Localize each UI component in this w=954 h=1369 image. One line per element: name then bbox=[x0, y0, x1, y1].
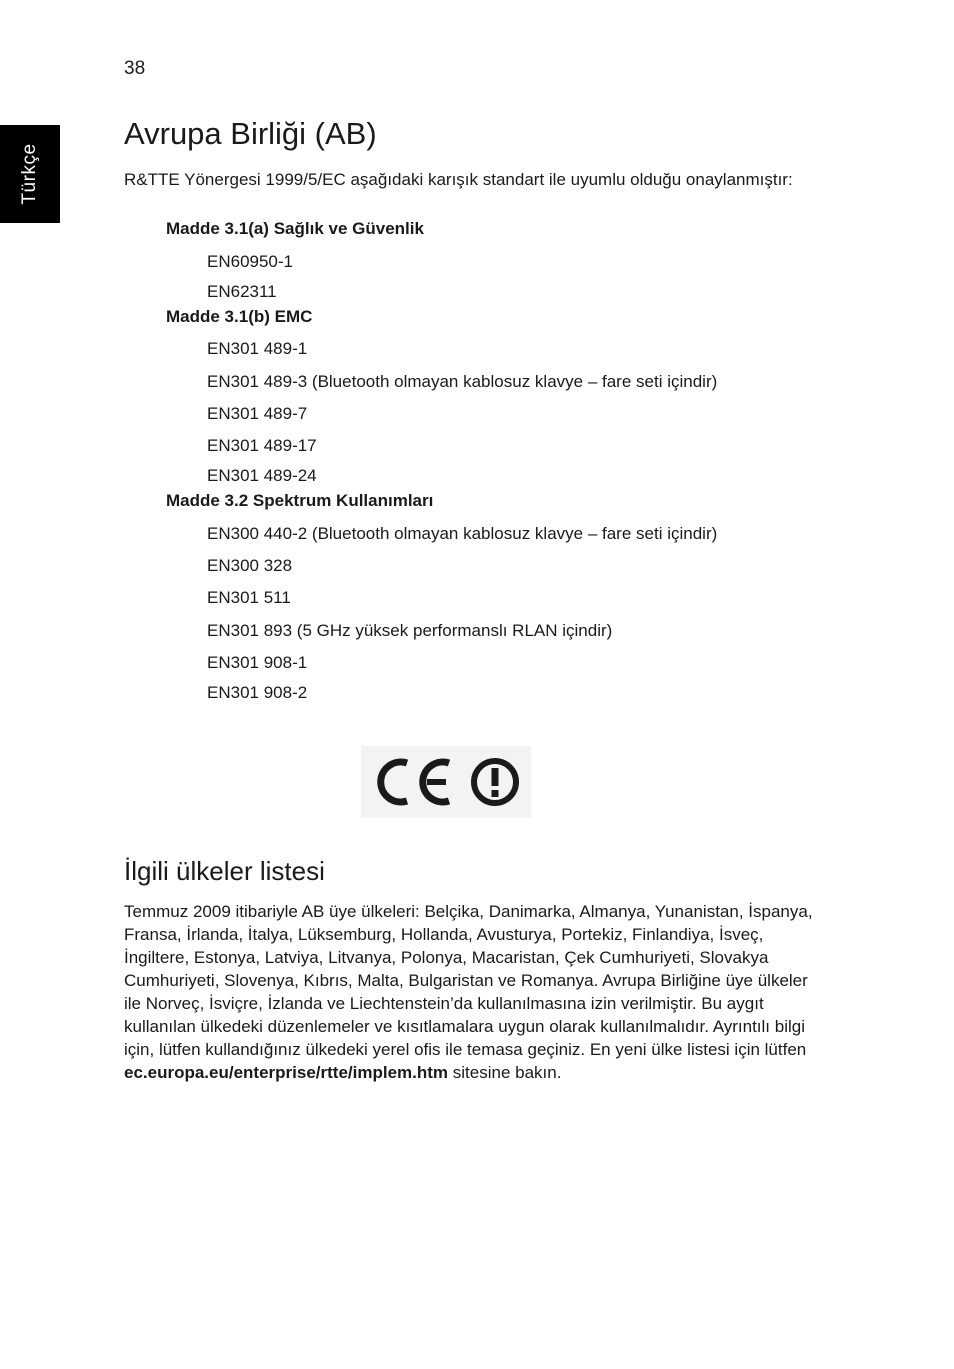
language-tab bbox=[0, 125, 60, 223]
clause-heading: Madde 3.1(a) Sağlık ve Güvenlik bbox=[166, 219, 424, 238]
countries-title: İlgili ülkeler listesi bbox=[124, 856, 325, 886]
standard-item: EN301 893 (5 GHz yüksek performanslı RLAN içindir) bbox=[207, 621, 613, 640]
standard-item: EN300 440-2 (Bluetooth olmayan kablosuz klavye – fare seti içindir) bbox=[207, 524, 718, 543]
standard-item: EN60950-1 bbox=[207, 252, 294, 271]
page-number: 38 bbox=[124, 58, 146, 79]
countries-text: Temmuz 2009 itibariyle AB üye ülkeleri: Belçika, Danimarka, Almanya, Yunanistan, İspanya, Fransa, İrlanda, İtalya, Lüksemburg, Hollanda, Avusturya, Portekiz, Finlandiya, İsveç, İngiltere, Estonya, Latviya, Litvanya, Polonya, Macaristan, Çek Cumhuriyeti, Slovakya Cumhuriyeti, Slovenya, Kıbrıs, Malta, Bulgaristan ve Romanya. Avrupa Birliğine üye ülkeler ile Norveç, İsviçre, İzlanda ve Liechtenstein’da kullanılmasına izin verilmiştir. Bu aygıt kullanılan ülkedeki düzenlemeler ve kısıtlamalara uygun olarak kullanılmalıdır. Ayrıntılı bilgi için, lütfen kullandığınız ülkedeki yerel ofis ile temasa geçiniz. En yeni ülke listesi için lütfen bbox=[124, 902, 813, 1059]
countries-suffix: sitesine bakın. bbox=[448, 1063, 562, 1082]
countries-paragraph bbox=[124, 900, 814, 1084]
clause-heading: Madde 3.2 Spektrum Kullanımları bbox=[166, 491, 434, 510]
standard-item: EN301 489-24 bbox=[207, 466, 317, 485]
standard-item: EN301 511 bbox=[207, 588, 291, 607]
standard-item: EN301 489-3 (Bluetooth olmayan kablosuz klavye – fare seti içindir) bbox=[207, 372, 718, 391]
standard-item: EN301 908-1 bbox=[207, 653, 308, 672]
intro-text: R&TTE Yönergesi 1999/5/EC aşağıdaki karışık standart ile uyumlu olduğu onaylanmıştır: bbox=[124, 170, 793, 189]
ce-alert-mark-icon bbox=[361, 746, 531, 818]
standard-item: EN301 489-1 bbox=[207, 339, 308, 358]
clause-heading: Madde 3.1(b) EMC bbox=[166, 307, 313, 326]
eu-link[interactable]: ec.europa.eu/enterprise/rtte/implem.htm bbox=[124, 1063, 449, 1082]
standard-item: EN301 489-17 bbox=[207, 436, 317, 455]
section-title: Avrupa Birliği (AB) bbox=[124, 116, 377, 151]
standard-item: EN62311 bbox=[207, 282, 277, 301]
standard-item: EN300 328 bbox=[207, 556, 293, 575]
language-tab-label: Türkçe bbox=[19, 143, 40, 205]
standard-item: EN301 908-2 bbox=[207, 683, 308, 702]
standard-item: EN301 489-7 bbox=[207, 404, 308, 423]
